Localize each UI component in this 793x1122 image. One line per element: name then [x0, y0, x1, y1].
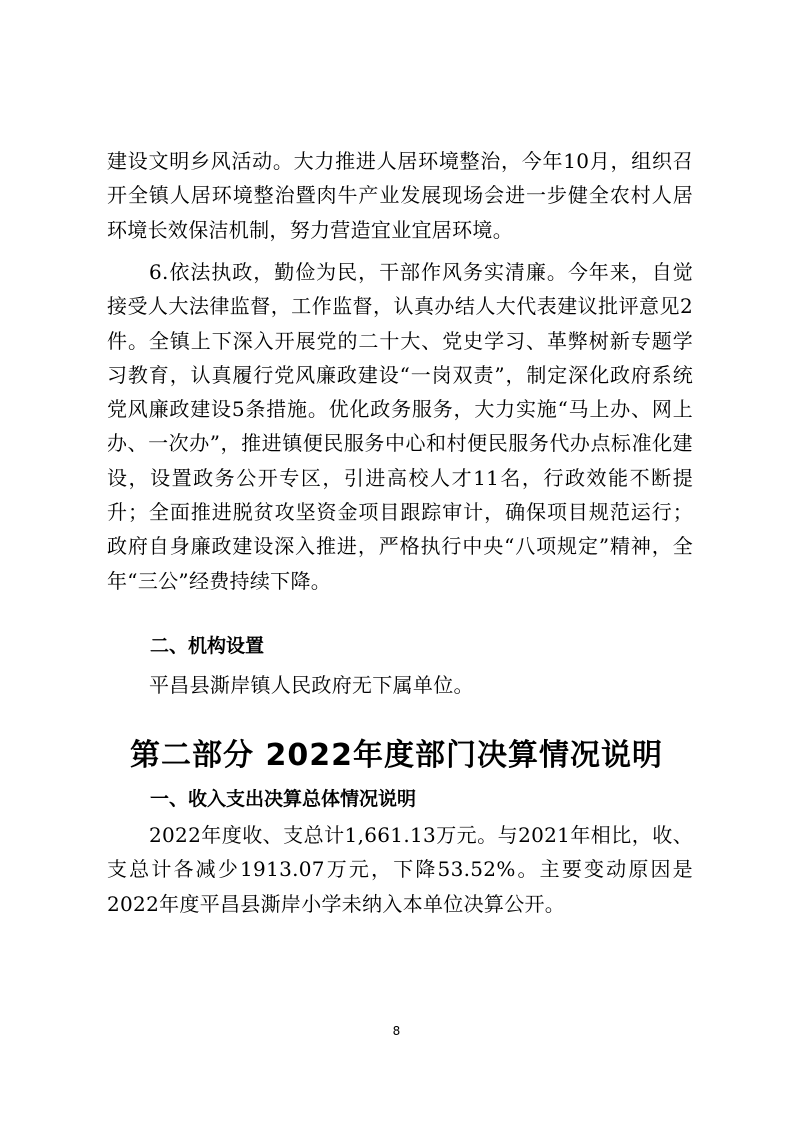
part-two-title: 第二部分 2022年度部门决算情况说明: [130, 738, 663, 773]
paragraph-rural-environment: 建设文明乡风活动。大力推进人居环境整治，今年10月，组织召开全镇人居环境整治暨肉牛产业发展现场会进一步健全农村人居环境长效保洁机制，努力营造宜业宜居环境。: [107, 149, 693, 242]
paragraph-governance: 6.依法执政，勤俭为民，干部作风务实清廉。今年来，自觉接受人大法律监督，工作监督，认真办结人大代表建议批评意见2件。全镇上下深入开展党的二十大、党史学习、革弊树新专题学习教育，认真履行党风廉政建设“一岗双责”，制定深化政府系统党风廉政建设5条措施。优化政务服务，大力实施“马上办、网上办、一次办”，推进镇便民服务中心和村便民服务代办点标准化建设，设置政务公开专区，引进高校人才11名，行政效能不断提升；全面推进脱贫攻坚资金项目跟踪审计，确保项目规范运行；政府自身廉政建设深入推进，严格执行中央“八项规定”精神，全年“三公”经费持续下降。: [107, 260, 693, 593]
paragraph-organization: 平昌县澌岸镇人民政府无下属单位。: [149, 673, 474, 697]
heading-organization: 二、机构设置: [150, 635, 265, 657]
heading-income-expense: 一、收入支出决算总体情况说明: [150, 788, 417, 810]
paragraph-income-expense: 2022年度收、支总计1,661.13万元。与2021年相比，收、支总计各减少1913.07万元，下降53.52%。主要变动原因是2022年度平昌县澌岸小学未纳入本单位决算公开。: [107, 823, 693, 916]
page-number: 8: [392, 1024, 401, 1038]
